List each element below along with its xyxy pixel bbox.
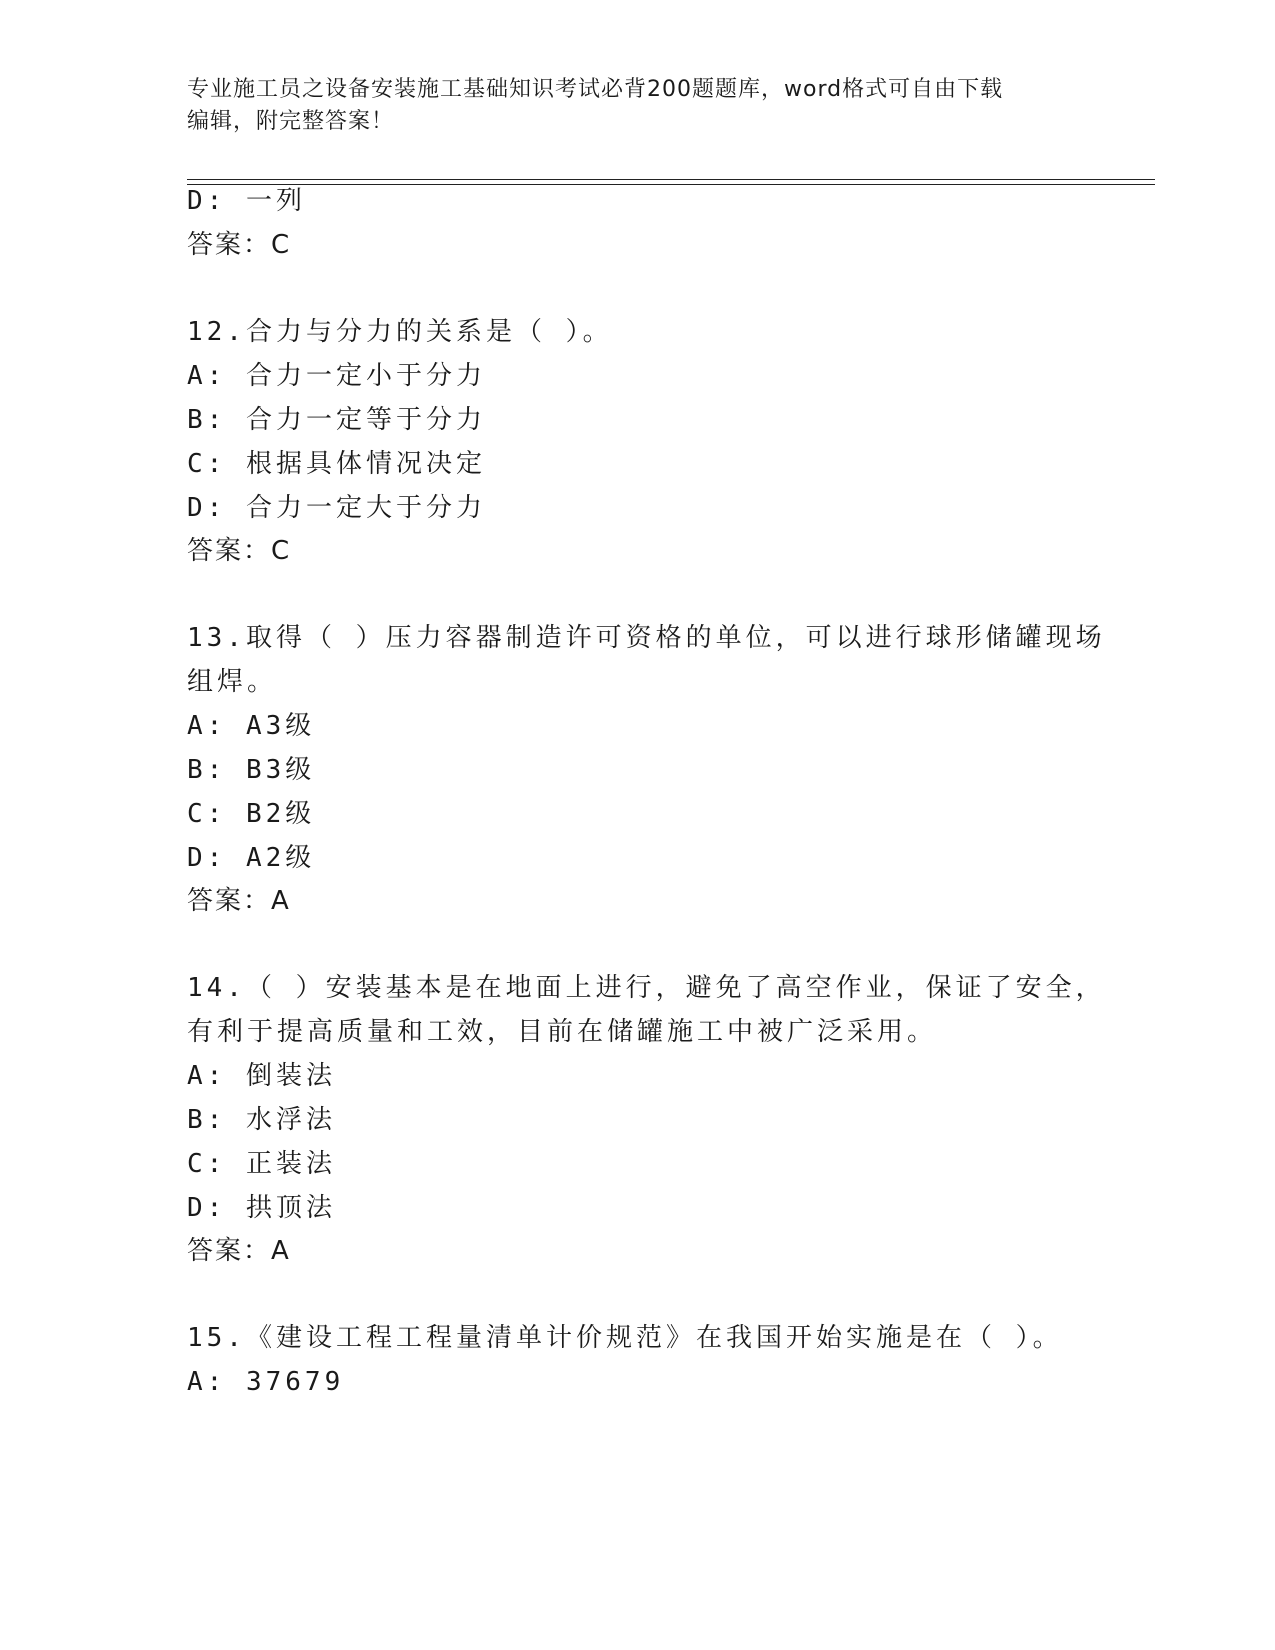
header-title-line1: 专业施工员之设备安装施工基础知识考试必背200题题库，word格式可自由下载 xyxy=(187,77,1004,102)
q12-answer: 答案：C xyxy=(187,536,292,566)
document-header xyxy=(187,74,1087,138)
q14-option-c: C: 正装法 xyxy=(187,1149,336,1179)
q13-option-b: B: B3级 xyxy=(187,755,316,785)
q15-stem: 15.《建设工程工程量清单计价规范》在我国开始实施是在（ ）。 xyxy=(187,1323,1063,1353)
prev-option-d: D: 一列 xyxy=(187,186,306,216)
header-divider-bottom xyxy=(187,184,1155,185)
q13-stem-line1: 13.取得（ ）压力容器制造许可资格的单位，可以进行球形储罐现场 xyxy=(187,623,1106,653)
q14-answer: 答案：A xyxy=(187,1236,291,1266)
q13-option-c: C: B2级 xyxy=(187,799,316,829)
q12-option-a: A: 合力一定小于分力 xyxy=(187,361,486,391)
q12-option-d: D: 合力一定大于分力 xyxy=(187,493,486,523)
q13-option-d: D: A2级 xyxy=(187,843,316,873)
q15-option-a: A: 37679 xyxy=(187,1367,345,1397)
q13-stem-line2: 组焊。 xyxy=(187,667,278,697)
q13-option-a: A: A3级 xyxy=(187,711,316,741)
q13-answer: 答案：A xyxy=(187,886,291,916)
q12-stem: 12.合力与分力的关系是（ ）。 xyxy=(187,317,613,347)
q14-option-d: D: 拱顶法 xyxy=(187,1193,336,1223)
q14-stem-line1: 14.（ ）安装基本是在地面上进行，避免了高空作业，保证了安全， xyxy=(187,973,1106,1003)
header-divider-top xyxy=(187,179,1155,180)
q12-option-c: C: 根据具体情况决定 xyxy=(187,449,486,479)
header-title-line2: 编辑，附完整答案！ xyxy=(187,109,395,134)
q12-option-b: B: 合力一定等于分力 xyxy=(187,405,486,435)
q14-stem-line2: 有利于提高质量和工效，目前在储罐施工中被广泛采用。 xyxy=(187,1017,938,1047)
q14-option-b: B: 水浮法 xyxy=(187,1105,336,1135)
q14-option-a: A: 倒装法 xyxy=(187,1061,336,1091)
prev-answer: 答案：C xyxy=(187,230,292,260)
